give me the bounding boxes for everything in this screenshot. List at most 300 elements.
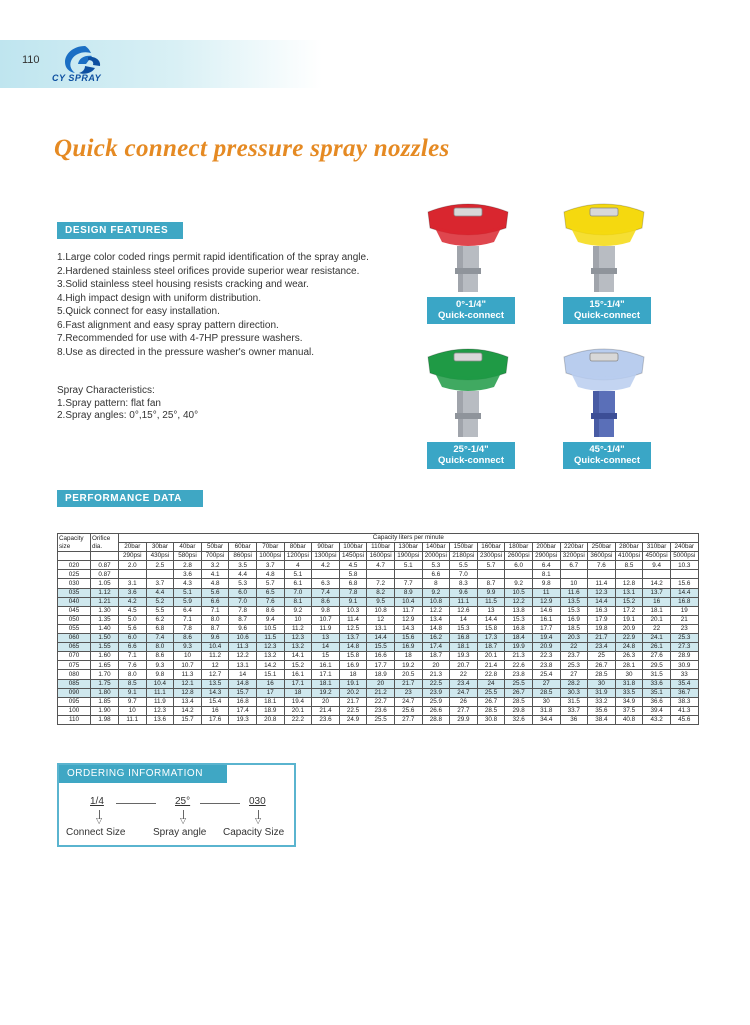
flow-value: 25.6 <box>394 706 422 715</box>
flow-value: 15 <box>312 652 340 661</box>
flow-value: 28.5 <box>477 706 505 715</box>
flow-value: 25 <box>588 652 616 661</box>
flow-value: 5.1 <box>174 588 202 597</box>
spray-heading: Spray Characteristics: <box>57 385 155 396</box>
capacity-size: 080 <box>58 670 91 679</box>
flow-value: 20.8 <box>256 715 284 724</box>
flow-value: 6.0 <box>505 561 533 570</box>
pressure-bar: 250bar <box>588 543 616 552</box>
capacity-size: 060 <box>58 634 91 643</box>
capacity-size: 085 <box>58 679 91 688</box>
nozzle-image <box>556 198 652 306</box>
flow-value: 28.5 <box>588 670 616 679</box>
flow-value: 12.8 <box>174 688 202 697</box>
orifice-dia: 1.55 <box>91 643 119 652</box>
capacity-size: 025 <box>58 570 91 579</box>
flow-value <box>588 570 616 579</box>
flow-value: 20 <box>422 661 450 670</box>
capacity-size: 065 <box>58 643 91 652</box>
flow-value: 6.6 <box>422 570 450 579</box>
flow-value: 29.5 <box>643 661 671 670</box>
flow-value: 25.5 <box>477 688 505 697</box>
flow-value: 19 <box>670 606 698 615</box>
capacity-size: 095 <box>58 697 91 706</box>
pressure-bar: 200bar <box>532 543 560 552</box>
flow-value: 16.2 <box>422 634 450 643</box>
flow-value: 14.3 <box>201 688 229 697</box>
flow-value: 29.8 <box>505 706 533 715</box>
flow-value: 17.9 <box>588 615 616 624</box>
orifice-dia: 0.87 <box>91 561 119 570</box>
flow-value: 4.4 <box>146 588 174 597</box>
table-row <box>58 624 699 633</box>
flow-value: 14.4 <box>670 588 698 597</box>
flow-value: 7.6 <box>256 597 284 606</box>
table-row <box>58 715 699 724</box>
flow-value: 11.5 <box>477 597 505 606</box>
flow-value <box>119 570 147 579</box>
flow-value: 22 <box>643 624 671 633</box>
nozzle-image <box>556 343 652 451</box>
capacity-header: Capacity liters per minute <box>119 534 699 543</box>
design-features-list <box>57 251 369 359</box>
pressure-psi: 1900psi <box>394 552 422 561</box>
flow-value: 4.3 <box>174 579 202 588</box>
flow-value: 22.9 <box>615 634 643 643</box>
flow-value <box>312 570 340 579</box>
table-row <box>58 588 699 597</box>
flow-value: 20.1 <box>643 615 671 624</box>
flow-value: 7.8 <box>229 606 257 615</box>
pressure-bar: 140bar <box>422 543 450 552</box>
pressure-psi: 4500psi <box>643 552 671 561</box>
flow-value: 14.8 <box>422 624 450 633</box>
pressure-bar: 80bar <box>284 543 312 552</box>
flow-value: 17.4 <box>422 643 450 652</box>
flow-value: 3.2 <box>201 561 229 570</box>
flow-value: 21.3 <box>422 670 450 679</box>
pressure-bar: 110bar <box>367 543 395 552</box>
flow-value: 13 <box>312 634 340 643</box>
flow-value: 34.9 <box>615 697 643 706</box>
flow-value: 8.1 <box>532 570 560 579</box>
flow-value: 36.7 <box>670 688 698 697</box>
flow-value: 22.6 <box>505 661 533 670</box>
flow-value: 12 <box>201 661 229 670</box>
flow-value: 22.8 <box>477 670 505 679</box>
flow-value: 19.4 <box>532 634 560 643</box>
flow-value: 10.5 <box>505 588 533 597</box>
flow-value: 13.5 <box>560 597 588 606</box>
nozzle-angle: 0°-1/4" <box>456 299 486 310</box>
flow-value: 5.1 <box>284 570 312 579</box>
flow-value: 9.6 <box>201 634 229 643</box>
flow-value: 39.4 <box>643 706 671 715</box>
flow-value: 34.4 <box>532 715 560 724</box>
flow-value: 6.7 <box>560 561 588 570</box>
flow-value: 15.5 <box>367 643 395 652</box>
flow-value: 9.3 <box>174 643 202 652</box>
pressure-psi: 860psi <box>229 552 257 561</box>
orifice-dia: 1.60 <box>91 652 119 661</box>
table-row <box>58 670 699 679</box>
capacity-size: 035 <box>58 588 91 597</box>
flow-value: 16.9 <box>394 643 422 652</box>
performance-data-label: PERFORMANCE DATA <box>57 490 203 507</box>
flow-value: 17.7 <box>532 624 560 633</box>
orifice-dia: 1.12 <box>91 588 119 597</box>
flow-value: 12.3 <box>146 706 174 715</box>
flow-value: 8.5 <box>119 679 147 688</box>
flow-value: 17.4 <box>229 706 257 715</box>
flow-value: 27 <box>532 679 560 688</box>
capacity-size: 070 <box>58 652 91 661</box>
flow-value: 28.5 <box>505 697 533 706</box>
flow-value: 10.6 <box>229 634 257 643</box>
flow-value: 4.8 <box>256 570 284 579</box>
flow-value: 30 <box>615 670 643 679</box>
flow-value: 17.6 <box>201 715 229 724</box>
table-row <box>58 634 699 643</box>
feature-item: 7.Recommended for use with 4-7HP pressure washers. <box>57 333 303 344</box>
flow-value: 32.6 <box>505 715 533 724</box>
code-spray-angle: 25° <box>175 796 191 807</box>
pressure-psi: 580psi <box>174 552 202 561</box>
flow-value: 7.0 <box>284 588 312 597</box>
flow-value: 15.2 <box>615 597 643 606</box>
flow-value: 18 <box>339 670 367 679</box>
capacity-size: 090 <box>58 688 91 697</box>
nozzle-caption <box>563 442 651 469</box>
flow-value: 5.8 <box>339 570 367 579</box>
table-row <box>58 697 699 706</box>
flow-value: 31.5 <box>643 670 671 679</box>
orifice-dia: 0.87 <box>91 570 119 579</box>
page-title: Quick connect pressure spray nozzles <box>54 135 450 162</box>
flow-value: 19.3 <box>450 652 478 661</box>
flow-value: 7.6 <box>588 561 616 570</box>
pressure-psi: 4100psi <box>615 552 643 561</box>
capacity-size: 055 <box>58 624 91 633</box>
pressure-psi: 1450psi <box>339 552 367 561</box>
flow-value: 24.9 <box>339 715 367 724</box>
flow-value: 18.9 <box>256 706 284 715</box>
flow-value: 25.5 <box>367 715 395 724</box>
pressure-bar: 30bar <box>146 543 174 552</box>
flow-value: 13.6 <box>146 715 174 724</box>
pressure-bar: 160bar <box>477 543 505 552</box>
flow-value: 16.6 <box>367 652 395 661</box>
flow-value <box>505 570 533 579</box>
flow-value: 35.4 <box>670 679 698 688</box>
down-arrow-icon: ▽ <box>96 816 103 825</box>
flow-value: 15.7 <box>229 688 257 697</box>
flow-value: 14.2 <box>256 661 284 670</box>
flow-value: 28.5 <box>532 688 560 697</box>
flow-value: 6.6 <box>119 643 147 652</box>
header-band <box>0 40 322 88</box>
col-orifice-header: Orifice dia. <box>91 534 119 552</box>
flow-value: 6.3 <box>312 579 340 588</box>
flow-value: 35.1 <box>643 688 671 697</box>
nozzle-caption <box>427 297 515 324</box>
table-row <box>58 679 699 688</box>
pressure-psi: 3600psi <box>588 552 616 561</box>
flow-value: 13.5 <box>201 679 229 688</box>
flow-value: 6.0 <box>229 588 257 597</box>
flow-value: 24.8 <box>615 643 643 652</box>
flow-value: 16.1 <box>532 615 560 624</box>
flow-value: 9.5 <box>367 597 395 606</box>
flow-value: 5.6 <box>119 624 147 633</box>
table-row <box>58 661 699 670</box>
pressure-bar: 50bar <box>201 543 229 552</box>
flow-value: 18.1 <box>312 679 340 688</box>
flow-value: 5.2 <box>146 597 174 606</box>
flow-value: 31.9 <box>588 688 616 697</box>
flow-value: 12.1 <box>174 679 202 688</box>
flow-value: 10 <box>119 706 147 715</box>
flow-value: 14 <box>229 670 257 679</box>
flow-value: 22.5 <box>339 706 367 715</box>
flow-value: 35.6 <box>588 706 616 715</box>
table-row <box>58 606 699 615</box>
capacity-size: 045 <box>58 606 91 615</box>
table-row <box>58 615 699 624</box>
flow-value: 11.3 <box>229 643 257 652</box>
pressure-psi: 2180psi <box>450 552 478 561</box>
flow-value: 21.2 <box>367 688 395 697</box>
flow-value: 16.8 <box>505 624 533 633</box>
flow-value: 2.0 <box>119 561 147 570</box>
flow-value: 28.1 <box>615 661 643 670</box>
flow-value: 33.7 <box>560 706 588 715</box>
flow-value: 16.1 <box>312 661 340 670</box>
flow-value: 21 <box>670 615 698 624</box>
flow-value: 13.1 <box>615 588 643 597</box>
flow-value: 22.7 <box>367 697 395 706</box>
flow-value: 13.7 <box>643 588 671 597</box>
flow-value: 16.8 <box>229 697 257 706</box>
flow-value: 3.7 <box>256 561 284 570</box>
flow-value: 9.4 <box>643 561 671 570</box>
flow-value <box>560 570 588 579</box>
flow-value: 31.8 <box>532 706 560 715</box>
flow-value: 6.2 <box>146 615 174 624</box>
flow-value: 7.0 <box>229 597 257 606</box>
flow-value: 19.3 <box>229 715 257 724</box>
flow-value: 27 <box>560 670 588 679</box>
flow-value: 12.6 <box>450 606 478 615</box>
flow-value: 21.4 <box>477 661 505 670</box>
nozzle-angle: 25°-1/4" <box>453 444 489 455</box>
flow-value: 17.1 <box>284 679 312 688</box>
flow-value: 14 <box>450 615 478 624</box>
flow-value: 6.8 <box>146 624 174 633</box>
flow-value: 8.6 <box>174 634 202 643</box>
flow-value: 14.4 <box>588 597 616 606</box>
orifice-dia: 1.65 <box>91 661 119 670</box>
flow-value: 14.8 <box>339 643 367 652</box>
flow-value: 18.5 <box>560 624 588 633</box>
pressure-bar: 240bar <box>670 543 698 552</box>
flow-value: 18.7 <box>422 652 450 661</box>
table-row <box>58 597 699 606</box>
flow-value: 15.4 <box>201 697 229 706</box>
flow-value: 23 <box>394 688 422 697</box>
flow-value: 11.4 <box>588 579 616 588</box>
pressure-psi: 2900psi <box>532 552 560 561</box>
code-capacity-size: 030 <box>249 796 266 807</box>
flow-value: 38.4 <box>588 715 616 724</box>
pressure-bar: 150bar <box>450 543 478 552</box>
ordering-info-box <box>57 763 296 847</box>
flow-value: 8.5 <box>615 561 643 570</box>
flow-value: 10.4 <box>394 597 422 606</box>
flow-value: 13.8 <box>505 606 533 615</box>
col-capacity-header: Capacity size <box>58 534 91 552</box>
flow-value: 7.4 <box>312 588 340 597</box>
flow-value: 10.8 <box>422 597 450 606</box>
flow-value: 18.1 <box>256 697 284 706</box>
flow-value: 31.8 <box>615 679 643 688</box>
flow-value: 19.1 <box>615 615 643 624</box>
flow-value: 8.3 <box>450 579 478 588</box>
nozzle-image <box>420 198 516 306</box>
pressure-bar: 130bar <box>394 543 422 552</box>
orifice-dia: 1.75 <box>91 679 119 688</box>
flow-value: 24.1 <box>643 634 671 643</box>
flow-value: 5.1 <box>394 561 422 570</box>
flow-value: 5.5 <box>450 561 478 570</box>
flow-value: 15.6 <box>670 579 698 588</box>
flow-value: 33.2 <box>588 697 616 706</box>
flow-value: 5.3 <box>229 579 257 588</box>
flow-value: 3.1 <box>119 579 147 588</box>
flow-value: 13.1 <box>229 661 257 670</box>
flow-value: 15.6 <box>394 634 422 643</box>
orifice-dia: 1.21 <box>91 597 119 606</box>
flow-value: 15.7 <box>174 715 202 724</box>
flow-value: 11.2 <box>284 624 312 633</box>
flow-value: 20.2 <box>339 688 367 697</box>
flow-value: 8.0 <box>146 643 174 652</box>
flow-value: 19.1 <box>339 679 367 688</box>
flow-value: 33 <box>670 670 698 679</box>
pressure-psi: 1600psi <box>367 552 395 561</box>
orifice-dia: 1.05 <box>91 579 119 588</box>
flow-value: 8.7 <box>229 615 257 624</box>
flow-value: 8 <box>422 579 450 588</box>
flow-value: 13.7 <box>339 634 367 643</box>
flow-value: 7.6 <box>119 661 147 670</box>
flow-value: 19.2 <box>394 661 422 670</box>
feature-item: 2.Hardened stainless steel orifices provide superior wear resistance. <box>57 265 360 277</box>
flow-value: 12.2 <box>505 597 533 606</box>
flow-value <box>643 570 671 579</box>
flow-value: 4 <box>284 561 312 570</box>
table-row <box>58 643 699 652</box>
orifice-dia: 1.40 <box>91 624 119 633</box>
capacity-size: 100 <box>58 706 91 715</box>
pressure-psi: 290psi <box>119 552 147 561</box>
flow-value: 21.7 <box>339 697 367 706</box>
flow-value: 7.8 <box>174 624 202 633</box>
flow-value: 11.4 <box>339 615 367 624</box>
flow-value: 20.7 <box>450 661 478 670</box>
flow-value: 25.3 <box>670 634 698 643</box>
flow-value: 25.9 <box>422 697 450 706</box>
flow-value: 16 <box>201 706 229 715</box>
table-row <box>58 706 699 715</box>
table-row <box>58 652 699 661</box>
flow-value: 15.3 <box>450 624 478 633</box>
flow-value: 21.7 <box>394 679 422 688</box>
flow-value: 40.8 <box>615 715 643 724</box>
flow-value: 9.8 <box>312 606 340 615</box>
down-arrow-icon: ▽ <box>255 816 262 825</box>
spray-angles: 2.Spray angles: 0°,15°, 25°, 40° <box>57 410 199 421</box>
flow-value: 9.2 <box>422 588 450 597</box>
flow-value: 18.1 <box>643 606 671 615</box>
pressure-bar: 70bar <box>256 543 284 552</box>
flow-value: 19.9 <box>505 643 533 652</box>
flow-value <box>615 570 643 579</box>
orifice-dia: 1.85 <box>91 697 119 706</box>
flow-value: 4.4 <box>229 570 257 579</box>
flow-value: 23.6 <box>312 715 340 724</box>
flow-value: 26.7 <box>505 688 533 697</box>
pressure-psi: 2300psi <box>477 552 505 561</box>
table-blank <box>58 552 91 561</box>
flow-value: 27.3 <box>670 643 698 652</box>
flow-value: 8.7 <box>201 624 229 633</box>
flow-value: 13.2 <box>256 652 284 661</box>
pressure-bar: 280bar <box>615 543 643 552</box>
pressure-bar: 40bar <box>174 543 202 552</box>
flow-value: 9.7 <box>119 697 147 706</box>
flow-value: 16.9 <box>560 615 588 624</box>
flow-value: 27.7 <box>394 715 422 724</box>
nozzle-caption <box>427 442 515 469</box>
pressure-psi: 1300psi <box>312 552 340 561</box>
flow-value: 23 <box>670 624 698 633</box>
flow-value: 8.0 <box>201 615 229 624</box>
flow-value: 27.6 <box>643 652 671 661</box>
feature-item: 8.Use as directed in the pressure washer's owner manual. <box>57 346 315 358</box>
feature-item: 4.High impact design with uniform distribution. <box>57 292 261 304</box>
flow-value: 38.3 <box>670 697 698 706</box>
flow-value: 14.4 <box>477 615 505 624</box>
orifice-dia: 1.80 <box>91 688 119 697</box>
flow-value: 30 <box>588 679 616 688</box>
flow-value: 2.5 <box>146 561 174 570</box>
flow-value: 13.2 <box>284 643 312 652</box>
flow-value: 13.1 <box>367 624 395 633</box>
flow-value: 8.9 <box>394 588 422 597</box>
code-separator <box>116 803 156 804</box>
flow-value: 36.6 <box>643 697 671 706</box>
flow-value <box>670 570 698 579</box>
flow-value: 6.4 <box>174 606 202 615</box>
flow-value: 16.8 <box>450 634 478 643</box>
pressure-psi-row <box>58 552 699 561</box>
spray-characteristics <box>57 385 198 423</box>
flow-value: 5.0 <box>119 615 147 624</box>
flow-value: 12.7 <box>201 670 229 679</box>
nozzle-angle: 45°-1/4" <box>589 444 625 455</box>
flow-value: 6.6 <box>201 597 229 606</box>
